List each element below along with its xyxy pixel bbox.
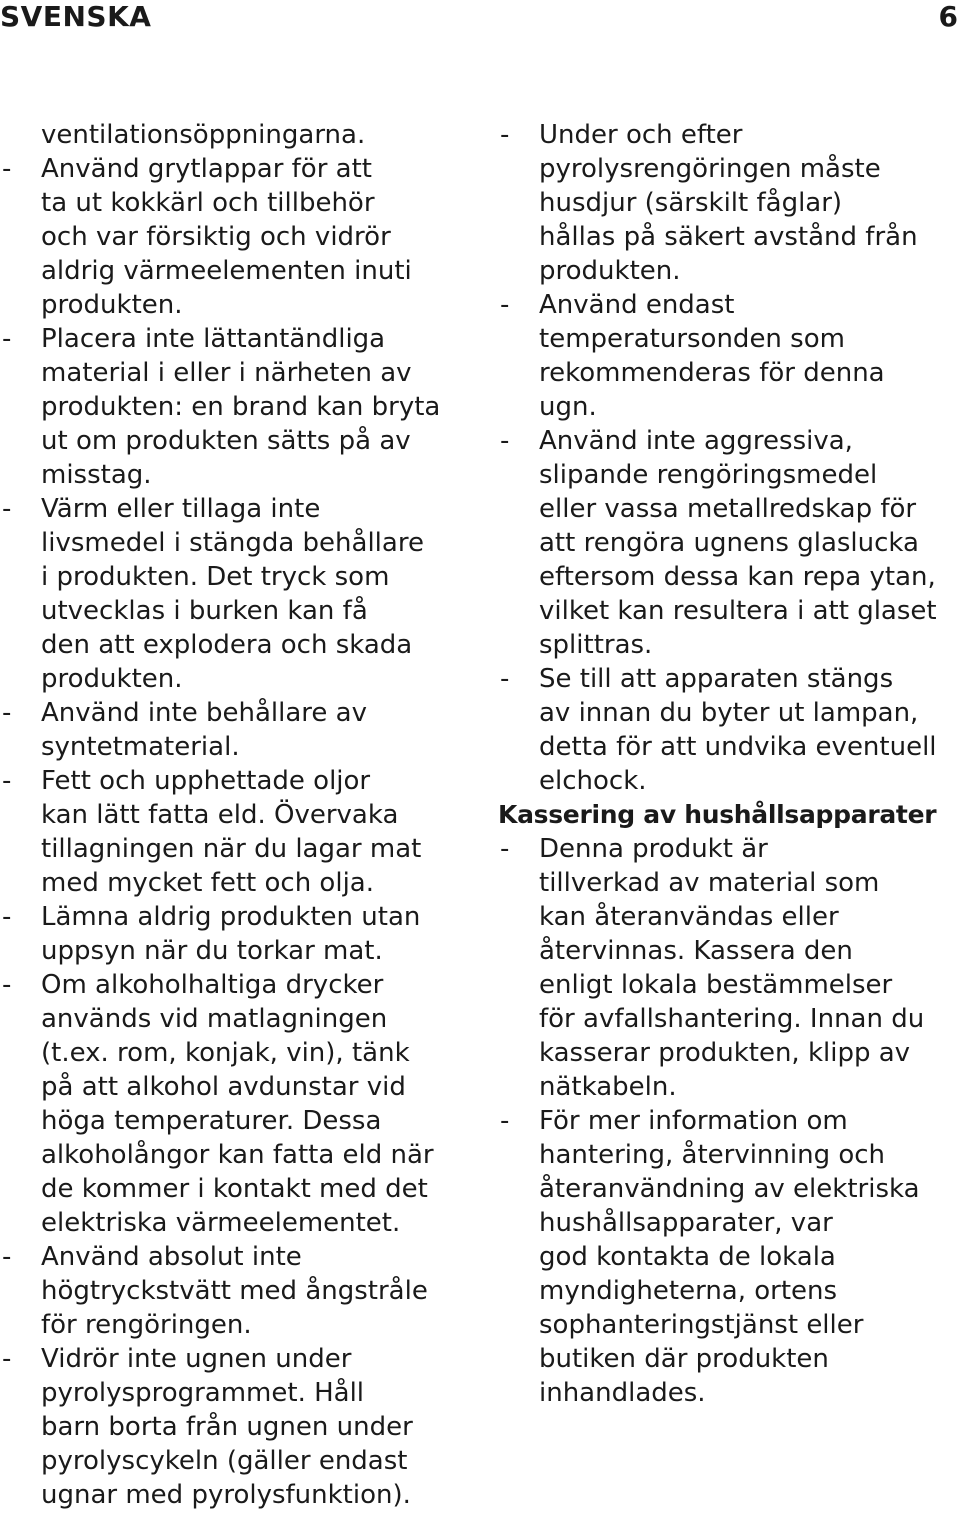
list-item bbox=[0, 764, 470, 900]
bullet-dash: - bbox=[2, 324, 12, 354]
bullet-dash: - bbox=[2, 494, 12, 524]
list-item-text: Om alkoholhaltiga drycker används vid matlagningen (t.ex. rom, konjak, vin), tänk på att alkohol avdunstar vid höga temperaturer. Dessa alkoholångor kan fatta eld när de kommer i kontakt med det elektriska värmeelementet. bbox=[41, 970, 434, 1238]
list-item bbox=[498, 1104, 958, 1410]
list-item bbox=[0, 900, 470, 968]
list-item bbox=[498, 288, 958, 424]
bullet-dash: - bbox=[500, 834, 510, 864]
list-item-text: Använd grytlappar för att ta ut kokkärl och tillbehör och var försiktig och vidrör aldrig värmeelementen inuti produkten. bbox=[41, 154, 412, 320]
bullet-dash: - bbox=[2, 698, 12, 728]
continuation-text: ventilationsöppningarna. bbox=[41, 120, 366, 150]
bullet-dash: - bbox=[2, 902, 12, 932]
list-item bbox=[0, 968, 470, 1240]
list-item-text: Denna produkt är tillverkad av material som kan återanvändas eller återvinnas. Kassera den enligt lokala bestämmelser för avfallshantering. Innan du kasserar produkten, klipp av nätkabeln. bbox=[539, 834, 925, 1102]
list-item bbox=[498, 662, 958, 798]
list-item-text: Använd inte behållare av syntetmaterial. bbox=[41, 698, 367, 762]
bullet-dash: - bbox=[500, 1106, 510, 1136]
list-item-text: Värm eller tillaga inte livsmedel i stängda behållare i produkten. Det tryck som utvecklas i burken kan få den att explodera och skada produkten. bbox=[41, 494, 424, 694]
bullet-dash: - bbox=[2, 154, 12, 184]
list-item bbox=[0, 1240, 470, 1342]
bullet-dash: - bbox=[500, 120, 510, 150]
list-item bbox=[498, 832, 958, 1104]
list-item-text: Placera inte lättantändliga material i eller i närheten av produkten: en brand kan bryta ut om produkten sätts på av misstag. bbox=[41, 324, 441, 490]
list-item-text: Vidrör inte ugnen under pyrolysprogrammet. Håll barn borta från ugnen under pyrolyscykeln (gäller endast ugnar med pyrolysfunktion). bbox=[41, 1344, 413, 1510]
list-item-text: Lämna aldrig produkten utan uppsyn när du torkar mat. bbox=[41, 902, 421, 966]
list-item bbox=[498, 118, 958, 288]
list-item-text: Använd absolut inte högtryckstvätt med ångstråle för rengöringen. bbox=[41, 1242, 428, 1340]
list-item-text: Under och efter pyrolysrengöringen måste husdjur (särskilt fåglar) hållas på säkert avstånd från produkten. bbox=[539, 120, 918, 286]
page-number: 6 bbox=[938, 0, 958, 33]
page-header bbox=[0, 0, 960, 36]
list-item-text: För mer information om hantering, återvinning och återanvändning av elektriska hushållsapparater, var god kontakta de lokala myndigheterna, ortens sophanteringstjänst eller butiken där produkten inhandlades. bbox=[539, 1106, 920, 1408]
list-item bbox=[0, 322, 470, 492]
list-item-text: Se till att apparaten stängs av innan du byter ut lampan, detta för att undvika eventuell elchock. bbox=[539, 664, 937, 796]
bullet-dash: - bbox=[2, 1344, 12, 1374]
section-title: SVENSKA bbox=[0, 0, 152, 33]
bullet-dash: - bbox=[500, 426, 510, 456]
disposal-heading: Kassering av hushållsapparater bbox=[498, 800, 937, 829]
list-item bbox=[0, 152, 470, 322]
bullet-dash: - bbox=[2, 970, 12, 1000]
left-column bbox=[0, 118, 470, 1512]
list-item-text: Använd inte aggressiva, slipande rengöringsmedel eller vassa metallredskap för att rengöra ugnens glaslucka eftersom dessa kan repa ytan, vilket kan resultera i att glaset splittras. bbox=[539, 426, 937, 660]
bullet-dash: - bbox=[500, 664, 510, 694]
bullet-dash: - bbox=[2, 1242, 12, 1272]
list-item-text: Fett och upphettade oljor kan lätt fatta eld. Övervaka tillagningen när du lagar mat med mycket fett och olja. bbox=[41, 766, 422, 898]
bullet-dash: - bbox=[2, 766, 12, 796]
list-item bbox=[0, 1342, 470, 1512]
list-item bbox=[498, 424, 958, 662]
list-item bbox=[0, 696, 470, 764]
right-column bbox=[498, 118, 958, 1410]
list-item bbox=[0, 492, 470, 696]
list-item-text: Använd endast temperatursonden som rekommenderas för denna ugn. bbox=[539, 290, 885, 422]
bullet-dash: - bbox=[500, 290, 510, 320]
